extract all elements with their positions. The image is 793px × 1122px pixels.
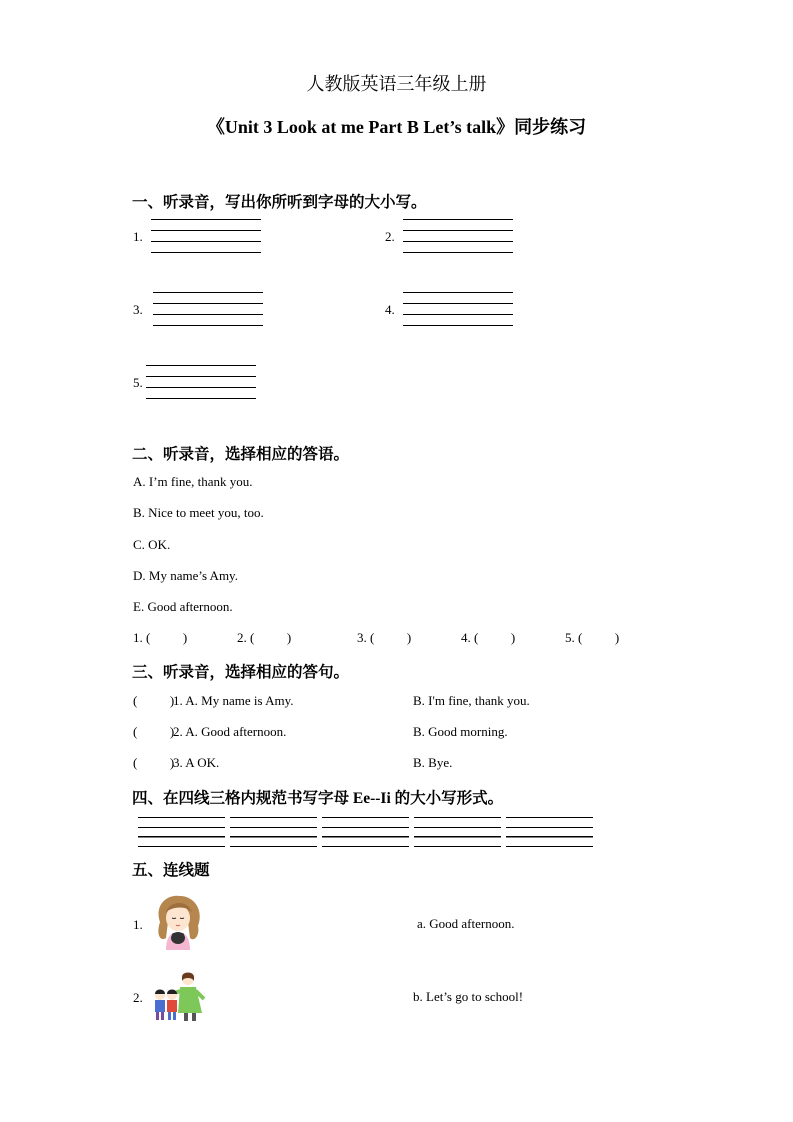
section-4-heading — [132, 786, 503, 808]
page-title: 人教版英语三年级上册 — [306, 74, 487, 94]
choice-a: 3. A OK. — [173, 755, 220, 770]
item-label: 3. — [133, 302, 143, 317]
writing-lines — [153, 292, 263, 326]
option-d: D. My name’s Amy. — [133, 568, 238, 583]
writing-lines — [151, 219, 261, 253]
writing-lines — [403, 219, 513, 253]
answer-paren: ( ) — [133, 724, 175, 739]
option-b: B. Nice to meet you, too. — [133, 505, 264, 520]
writing-lines — [403, 292, 513, 326]
option-e: E. Good afternoon. — [133, 599, 233, 614]
choice-a: 2. A. Good afternoon. — [173, 724, 287, 739]
match-right-a: a. Good afternoon. — [417, 916, 515, 931]
match-left-label: 1. — [133, 917, 143, 932]
item-label: 1. — [133, 229, 143, 244]
writing-lines — [146, 365, 256, 399]
section-2-heading: 二、听录音，选择相应的答语。 — [132, 446, 350, 463]
choice-b: B. I'm fine, thank you. — [413, 693, 530, 708]
item-label: 4. — [385, 302, 395, 317]
heading-letters: Ee--Ii — [352, 790, 391, 807]
choice-a: 1. A. My name is Amy. — [173, 693, 294, 708]
four-line-grid — [322, 817, 409, 847]
match-right-b: b. Let’s go to school! — [413, 989, 524, 1004]
section-1-heading: 一、听录音，写出你所听到字母的大小写。 — [132, 194, 427, 211]
answer-blank: 4. ( ) — [461, 630, 516, 645]
four-line-grid — [506, 817, 593, 847]
page-subtitle: 《Unit 3 Look at me Part B Let’s talk》同步练习 — [206, 117, 587, 137]
section-5-heading: 五、连线题 — [132, 862, 210, 879]
heading-suffix: 的大小写形式。 — [390, 790, 504, 807]
answer-blank: 3. ( ) — [357, 630, 412, 645]
answer-paren: ( ) — [133, 755, 175, 770]
answer-blank: 2. ( ) — [237, 630, 292, 645]
item-label: 5. — [133, 375, 143, 390]
option-a: A. I’m fine, thank you. — [133, 474, 253, 489]
four-line-grid — [414, 817, 501, 847]
option-c: C. OK. — [133, 537, 171, 552]
match-left-label: 2. — [133, 990, 143, 1005]
answer-blank: 1. ( ) — [133, 630, 188, 645]
heading-prefix: 四、在四线三格内规范书写字母 — [132, 790, 353, 807]
teacher-and-children-icon — [150, 969, 206, 1025]
girl-with-cat-icon — [150, 892, 206, 948]
four-line-grid — [230, 817, 317, 847]
item-label: 2. — [385, 229, 395, 244]
choice-b: B. Good morning. — [413, 724, 508, 739]
section-3-heading: 三、听录音，选择相应的答句。 — [132, 664, 350, 681]
answer-blank: 5. ( ) — [565, 630, 620, 645]
choice-b: B. Bye. — [413, 755, 453, 770]
answer-paren: ( ) — [133, 693, 175, 708]
four-line-grid — [138, 817, 225, 847]
